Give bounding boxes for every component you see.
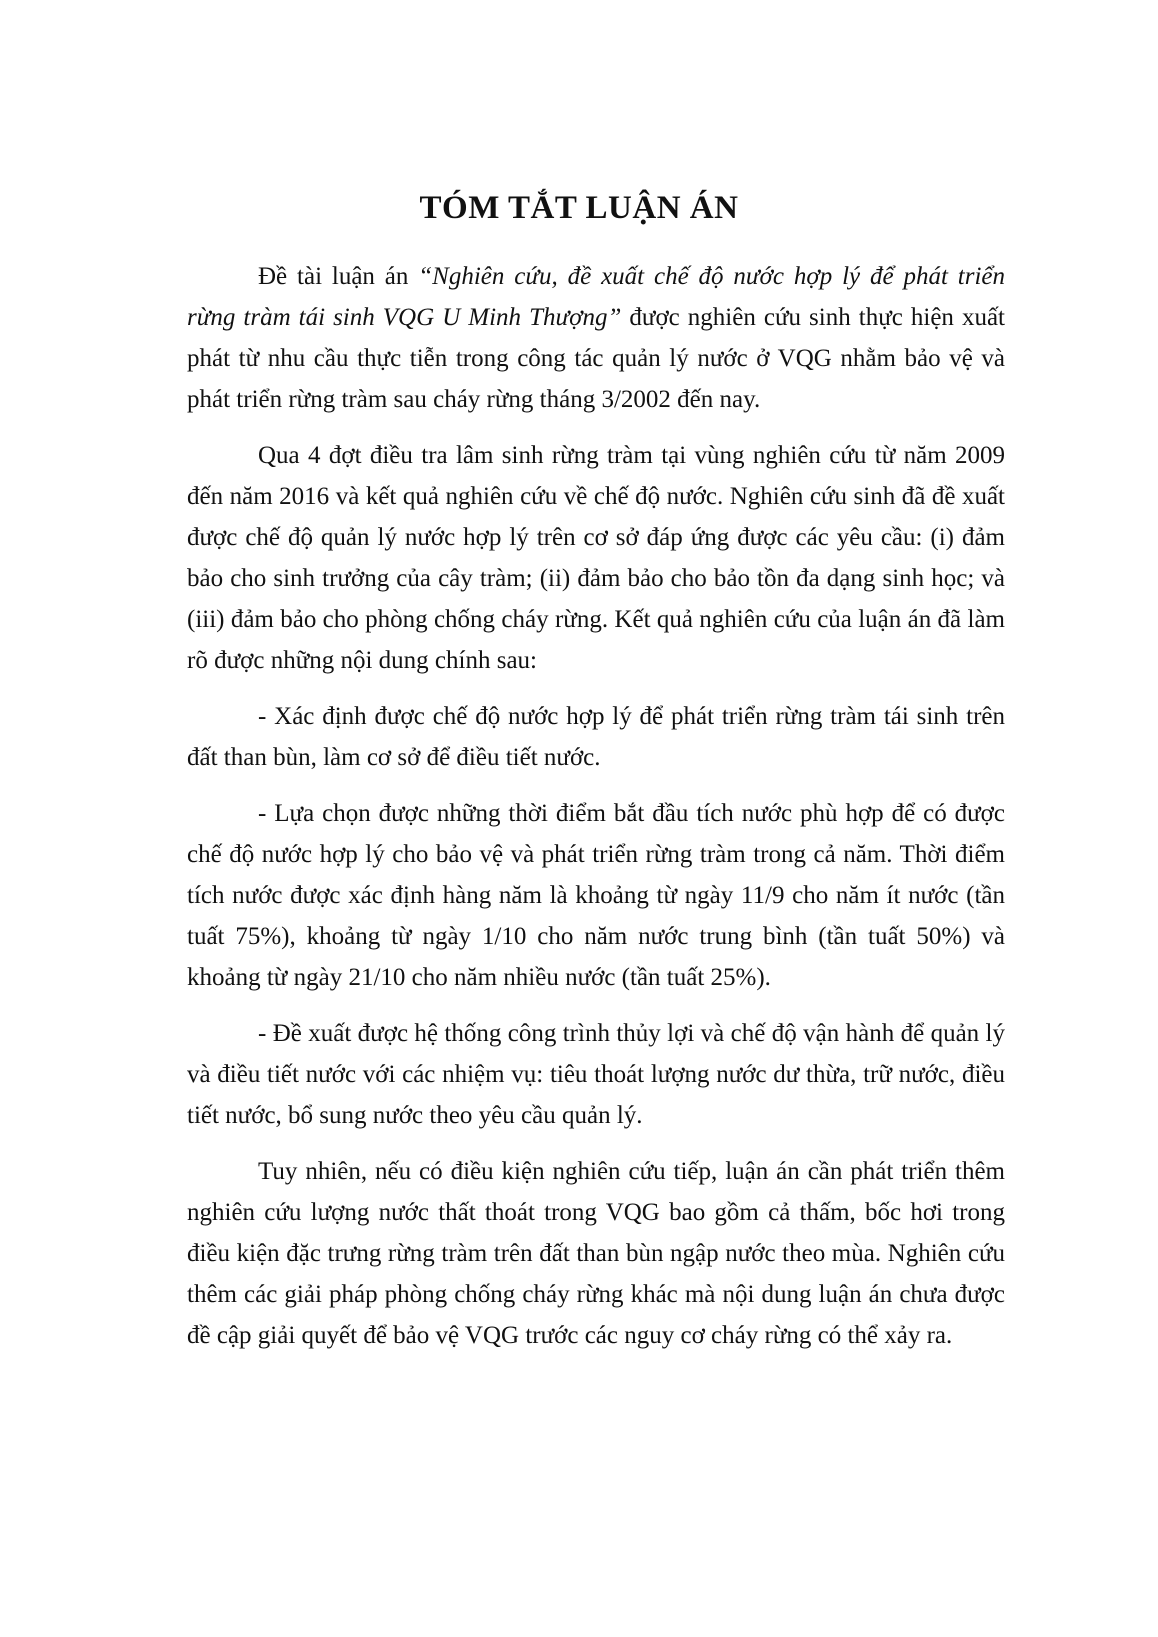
page-title: TÓM TẮT LUẬN ÁN [419, 190, 739, 226]
intro-paragraph [187, 256, 1005, 420]
result-item-storage-timing: - Lựa chọn được những thời điểm bắt đầu tích nước phù hợp để có được chế độ nước hợp lý cho bảo vệ và phát triển rừng tràm trong cả năm. Thời điểm tích nước được xác định hàng năm là khoảng từ ngày 11/9 cho năm ít nước (tần tuất 75%), khoảng từ ngày 1/10 cho năm nước trung bình (tần tuất 50%) và khoảng từ ngày 21/10 cho năm nhiều nước (tần tuất 25%). [187, 800, 1005, 991]
thesis-title: “Nghiên cứu, đề xuất chế độ nước hợp lý để phát triển rừng tràm tái sinh VQG U Minh Thượng” [187, 263, 1005, 331]
document-body [187, 256, 1005, 1356]
intro-suffix: được nghiên cứu sinh thực hiện xuất phát từ nhu cầu thực tiễn trong công tác quản lý nước ở VQG nhằm bảo vệ và phát triển rừng tràm sau cháy rừng tháng 3/2002 đến nay. [187, 304, 1005, 413]
survey-paragraph: Qua 4 đợt điều tra lâm sinh rừng tràm tại vùng nghiên cứu từ năm 2009 đến năm 2016 và kết quả nghiên cứu về chế độ nước. Nghiên cứu sinh đã đề xuất được chế độ quản lý nước hợp lý trên cơ sở đáp ứng được các yêu cầu: (i) đảm bảo cho sinh trưởng của cây tràm; (ii) đảm bảo cho bảo tồn đa dạng sinh học; và (iii) đảm bảo cho phòng chống cháy rừng. Kết quả nghiên cứu của luận án đã làm rõ được những nội dung chính sau: [187, 442, 1005, 674]
future-work-paragraph: Tuy nhiên, nếu có điều kiện nghiên cứu tiếp, luận án cần phát triển thêm nghiên cứu lượng nước thất thoát trong VQG bao gồm cả thấm, bốc hơi trong điều kiện đặc trưng rừng tràm trên đất than bùn ngập nước theo mùa. Nghiên cứu thêm các giải pháp phòng chống cháy rừng khác mà nội dung luận án chưa được đề cập giải quyết để bảo vệ VQG trước các nguy cơ cháy rừng có thể xảy ra. [187, 1158, 1005, 1349]
intro-prefix: Đề tài luận án [258, 263, 419, 290]
result-item-irrigation-system: - Đề xuất được hệ thống công trình thủy lợi và chế độ vận hành để quản lý và điều tiết nước với các nhiệm vụ: tiêu thoát lượng nước dư thừa, trữ nước, điều tiết nước, bổ sung nước theo yêu cầu quản lý. [187, 1020, 1005, 1129]
result-item-water-regime: - Xác định được chế độ nước hợp lý để phát triển rừng tràm tái sinh trên đất than bùn, làm cơ sở để điều tiết nước. [187, 703, 1005, 771]
